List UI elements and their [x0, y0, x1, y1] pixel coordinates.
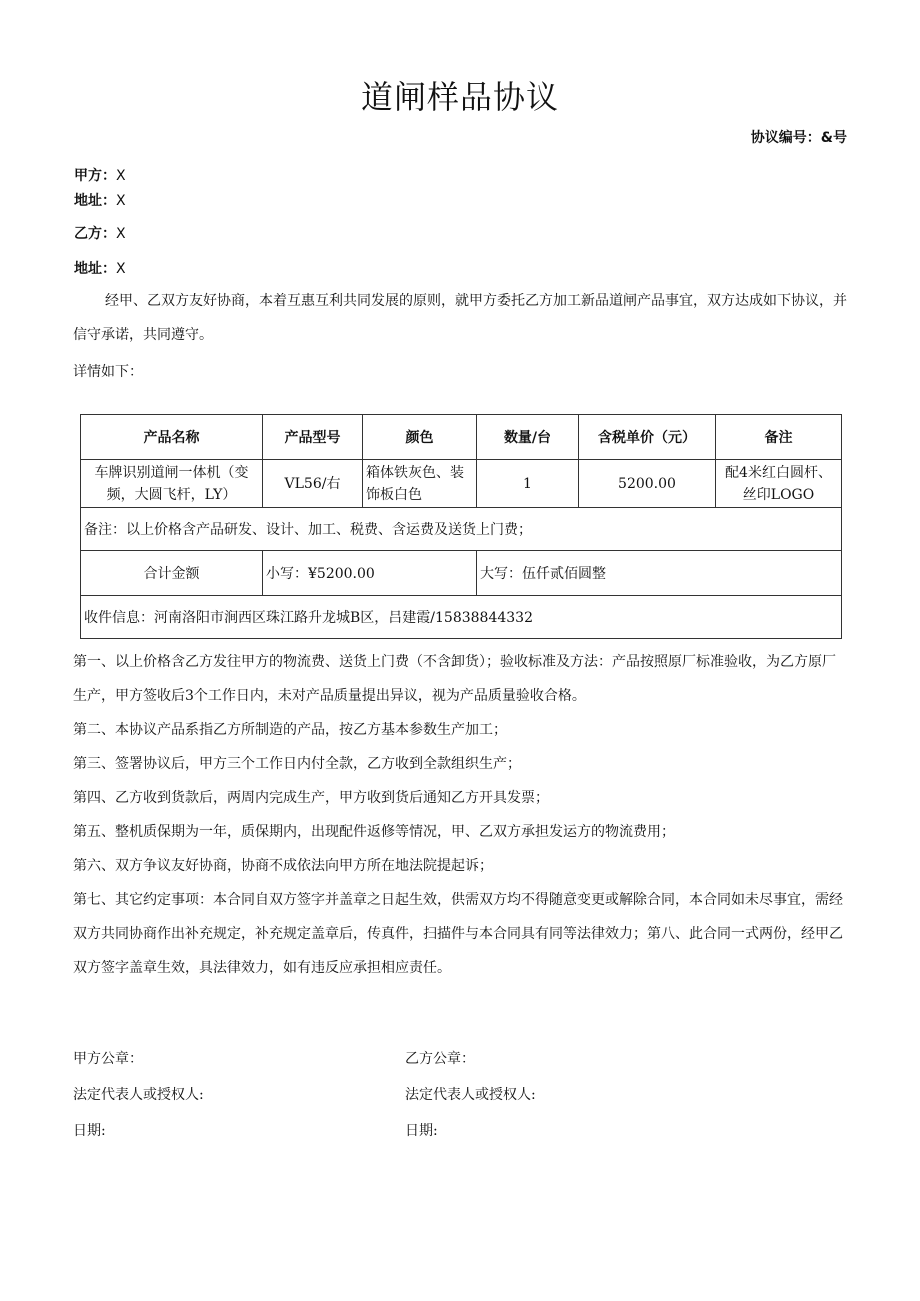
clause-4: 第四、乙方收到货款后，两周内完成生产，甲方收到货后通知乙方开具发票； [73, 790, 549, 806]
party-a-value: X [116, 168, 126, 184]
party-a-representative: 法定代表人或授权人: [73, 1087, 204, 1103]
party-a-date: 日期: [73, 1123, 106, 1139]
address-b-line [74, 258, 126, 278]
table-total-row [81, 551, 842, 596]
party-b-representative: 法定代表人或授权人: [405, 1087, 536, 1103]
clause-7: 第七、其它约定事项：本合同自双方签字并盖章之日起生效，供需双方均不得随意变更或解除合同，本合同如未尽事宜，需经双方共同协商作出补充规定，补充规定盖章后，传真件，扫描件与本合同具有同等法律效力；第八、此合同一式两份，经甲乙双方签字盖章生效，具法律效力，如有违反应承担相应责任。 [73, 892, 843, 976]
cell-total-big: 大写：伍仟贰佰圆整 [477, 551, 842, 596]
table-row [81, 460, 842, 508]
party-b-date: 日期: [405, 1123, 438, 1139]
cell-unit-price: 5200.00 [579, 460, 716, 508]
contract-number: 协议编号：&号 [750, 130, 847, 146]
party-b-line [74, 223, 126, 243]
address-a-label: 地址： [74, 193, 116, 209]
header-color: 颜色 [363, 415, 477, 460]
party-b-label: 乙方： [74, 226, 116, 242]
header-quantity: 数量/台 [477, 415, 579, 460]
table-header-row [81, 415, 842, 460]
clause-2: 第二、本协议产品系指乙方所制造的产品，按乙方基本参数生产加工； [73, 722, 507, 738]
product-table [80, 414, 842, 639]
address-b-label: 地址： [74, 261, 116, 277]
clause-5: 第五、整机质保期为一年，质保期内，出现配件返修等情况，甲、乙双方承担发运方的物流费用； [73, 824, 675, 840]
party-b-seal: 乙方公章： [405, 1051, 475, 1067]
party-a-seal: 甲方公章： [73, 1051, 143, 1067]
intro-paragraph: 经甲、乙双方友好协商，本着互惠互利共同发展的原则，就甲方委托乙方加工新品道闸产品事宜，双方达成如下协议，并信守承诺，共同遵守。 [73, 293, 847, 343]
party-a-line [74, 165, 126, 185]
header-product-name: 产品名称 [81, 415, 263, 460]
cell-remark: 配4米红白圆杆、丝印LOGO [716, 460, 842, 508]
cell-total-small: 小写：¥5200.00 [263, 551, 477, 596]
table-note-row [81, 508, 842, 551]
cell-product-name: 车牌识别道闸一体机（变频，大圆飞杆，LY） [81, 460, 263, 508]
cell-quantity: 1 [477, 460, 579, 508]
document-title: 道闸样品协议 [360, 78, 559, 116]
party-a-label: 甲方： [74, 168, 116, 184]
address-a-line [74, 190, 126, 210]
clause-3: 第三、签署协议后，甲方三个工作日内付全款，乙方收到全款组织生产； [73, 756, 521, 772]
table-shipping-row [81, 596, 842, 639]
clause-1: 第一、以上价格含乙方发往甲方的物流费、送货上门费（不含卸货）；验收标准及方法：产品按照原厂标准验收，为乙方原厂生产，甲方签收后3个工作日内，未对产品质量提出异议，视为产品质量验收合格。 [73, 654, 836, 704]
address-a-value: X [116, 193, 126, 209]
header-unit-price: 含税单价（元） [579, 415, 716, 460]
cell-shipping: 收件信息：河南洛阳市涧西区珠江路升龙城B区，吕建霞/15838844332 [81, 596, 842, 639]
address-b-value: X [116, 261, 126, 277]
details-label: 详情如下： [73, 364, 143, 380]
cell-color: 箱体铁灰色、装饰板白色 [363, 460, 477, 508]
cell-model: VL56/右 [263, 460, 363, 508]
header-remark: 备注 [716, 415, 842, 460]
cell-total-label: 合计金额 [81, 551, 263, 596]
party-b-value: X [116, 226, 126, 242]
header-model: 产品型号 [263, 415, 363, 460]
cell-note: 备注：以上价格含产品研发、设计、加工、税费、含运费及送货上门费； [81, 508, 842, 551]
clause-6: 第六、双方争议友好协商，协商不成依法向甲方所在地法院提起诉； [73, 858, 493, 874]
